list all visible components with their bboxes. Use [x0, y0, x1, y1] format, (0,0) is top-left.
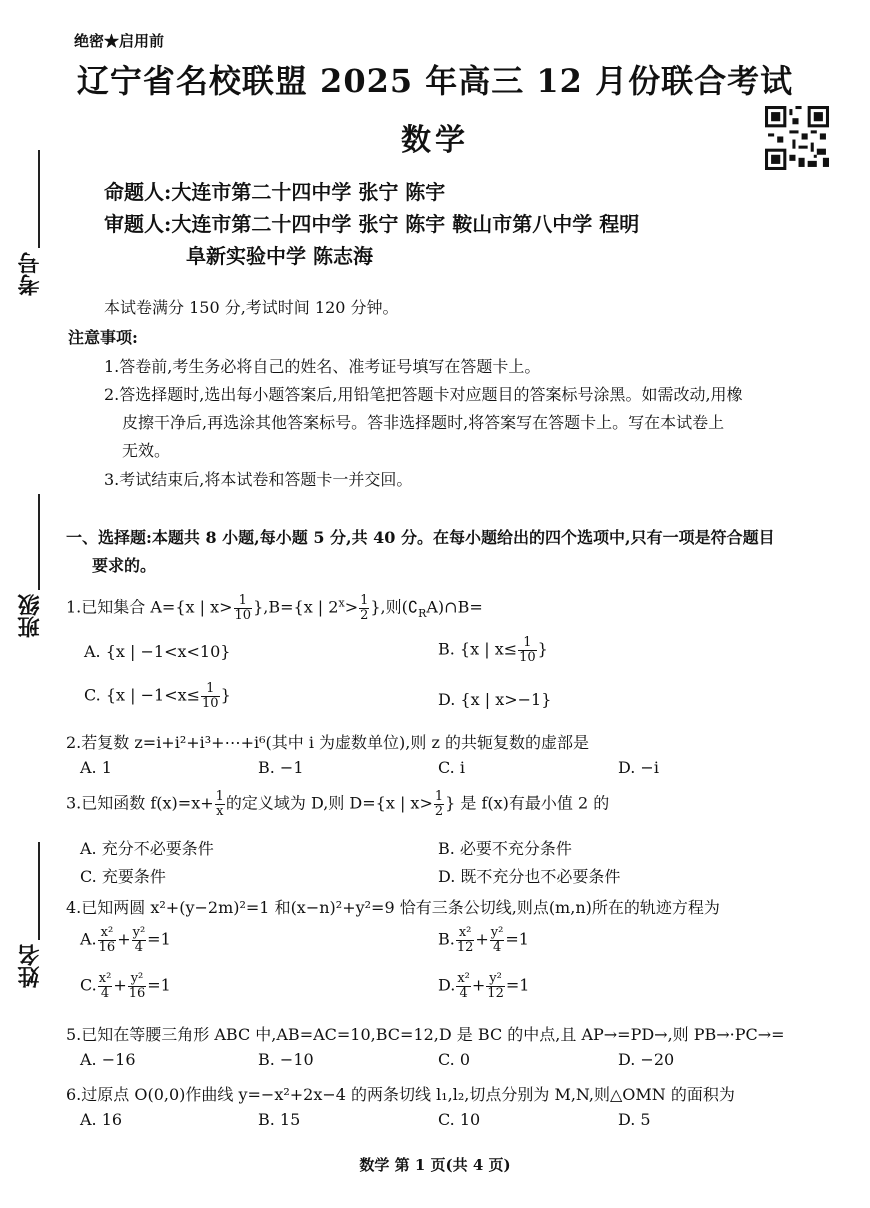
qr-code-icon — [765, 106, 829, 170]
author-line-1: 命题人:大连市第二十四中学 张宁 陈宇 — [104, 180, 446, 204]
question-3-option-c: C. 充要条件 — [80, 867, 166, 886]
note-3: 3.考试结束后,将本试卷和答题卡一并交回。 — [104, 470, 413, 489]
side-underline-name — [38, 842, 40, 940]
question-5-stem: 5.已知在等腰三角形 ABC 中,AB=AC=10,BC=12,D 是 BC 的中点,且 AP→=PD→,则 PB→·PC→= — [66, 1025, 785, 1044]
question-2-option-a: A. 1 — [80, 758, 112, 777]
question-4-option-c: C. $\frac{\text{x²}}{4}$ + $\frac{\text{y²}}{16}$ =1 — [80, 971, 171, 1001]
question-6-option-d: D. 5 — [618, 1110, 651, 1129]
question-6-option-a: A. 16 — [80, 1110, 123, 1129]
notes-heading: 注意事项: — [68, 328, 138, 347]
note-2-line-2: 皮擦干净后,再选涂其他答案标号。答非选择题时,将答案写在答题卡上。写在本试卷上 — [122, 413, 725, 432]
question-3-option-a: A. 充分不必要条件 — [80, 839, 214, 858]
question-5-option-b: B. −10 — [258, 1050, 314, 1069]
confidential-label: 绝密★启用前 — [74, 32, 165, 50]
question-2-option-d: D. −i — [618, 758, 659, 777]
question-4-option-d: D. $\frac{\text{x²}}{4}$ + $\frac{\text{y²}}{12}$ =1 — [438, 971, 530, 1001]
note-2-line-3: 无效。 — [122, 441, 171, 460]
side-label-name: 姓名 — [17, 944, 43, 988]
note-2-line-1: 2.答选择题时,选出每小题答案后,用铅笔把答题卡对应题目的答案标号涂黑。如需改动,用橡 — [104, 385, 743, 404]
side-underline-exam-number — [38, 150, 40, 248]
page-footer: 数学 第 1 页(共 4 页) — [359, 1156, 511, 1174]
question-6-stem: 6.过原点 O(0,0)作曲线 y=−x²+2x−4 的两条切线 l₁,l₂,切点分别为 M,N,则△OMN 的面积为 — [66, 1085, 735, 1104]
question-1-stem: 1.已知集合 A={x | x> $\frac{1}{10}$ },B={x | $2^x>$ $\frac{1}{2}$ },则$(∁_RA)\cap B=$ — [66, 593, 483, 623]
question-4-stem: 4.已知两圆 x²+(y−2m)²=1 和(x−n)²+y²=9 恰有三条公切线,则点(m,n)所在的轨迹方程为 — [66, 898, 720, 917]
question-4-option-b: B. $\frac{\text{x²}}{12}$ + $\frac{\text{y²}}{4}$ =1 — [438, 925, 529, 955]
question-1-option-b: B. {x | x≤ $\frac{1}{10}$ } — [438, 635, 548, 665]
question-2-option-c: C. i — [438, 758, 465, 777]
side-underline-class — [38, 494, 40, 590]
question-3-stem: 3.已知函数 f(x)=x+ $\frac{1}{x}$ 的定义域为 D,则 D={x | x> $\frac{1}{2}$ } 是 f(x)有最小值 2 的 — [66, 789, 610, 819]
author-line-3: 阜新实验中学 陈志海 — [186, 244, 373, 268]
side-label-exam-number: 考号 — [17, 252, 43, 296]
question-5-option-a: A. −16 — [80, 1050, 136, 1069]
question-1-option-a: A. {x | −1<x<10} — [84, 642, 231, 661]
question-1-option-c: C. {x | −1<x≤ $\frac{1}{10}$ } — [84, 681, 231, 711]
question-2-stem: 2.若复数 z=i+i²+i³+⋯+i⁶(其中 i 为虚数单位),则 z 的共轭复数的虚部是 — [66, 733, 589, 752]
question-1-option-d: D. {x | x>−1} — [438, 690, 552, 709]
full-score-line: 本试卷满分 150 分,考试时间 120 分钟。 — [104, 298, 399, 317]
note-1: 1.答卷前,考生务必将自己的姓名、准考证号填写在答题卡上。 — [104, 357, 541, 376]
section-1-heading-line-2: 要求的。 — [92, 556, 157, 575]
exam-title: 辽宁省名校联盟 2025 年高三 12 月份联合考试 — [76, 62, 794, 100]
question-6-option-b: B. 15 — [258, 1110, 301, 1129]
author-line-2: 审题人:大连市第二十四中学 张宁 陈宇 鞍山市第八中学 程明 — [104, 212, 640, 236]
question-6-option-c: C. 10 — [438, 1110, 481, 1129]
question-5-option-d: D. −20 — [618, 1050, 675, 1069]
question-3-option-b: B. 必要不充分条件 — [438, 839, 572, 858]
section-1-heading-line-1: 一、选择题:本题共 8 小题,每小题 5 分,共 40 分。在每小题给出的四个选项中,只有一项是符合题目 — [66, 528, 775, 547]
question-2-option-b: B. −1 — [258, 758, 304, 777]
question-4-option-a: A. $\frac{\text{x²}}{16}$ + $\frac{\text{y²}}{4}$ =1 — [80, 925, 171, 955]
question-3-option-d: D. 既不充分也不必要条件 — [438, 867, 621, 886]
question-5-option-c: C. 0 — [438, 1050, 471, 1069]
side-label-class: 班级 — [17, 594, 43, 638]
subject-title: 数学 — [401, 123, 469, 158]
